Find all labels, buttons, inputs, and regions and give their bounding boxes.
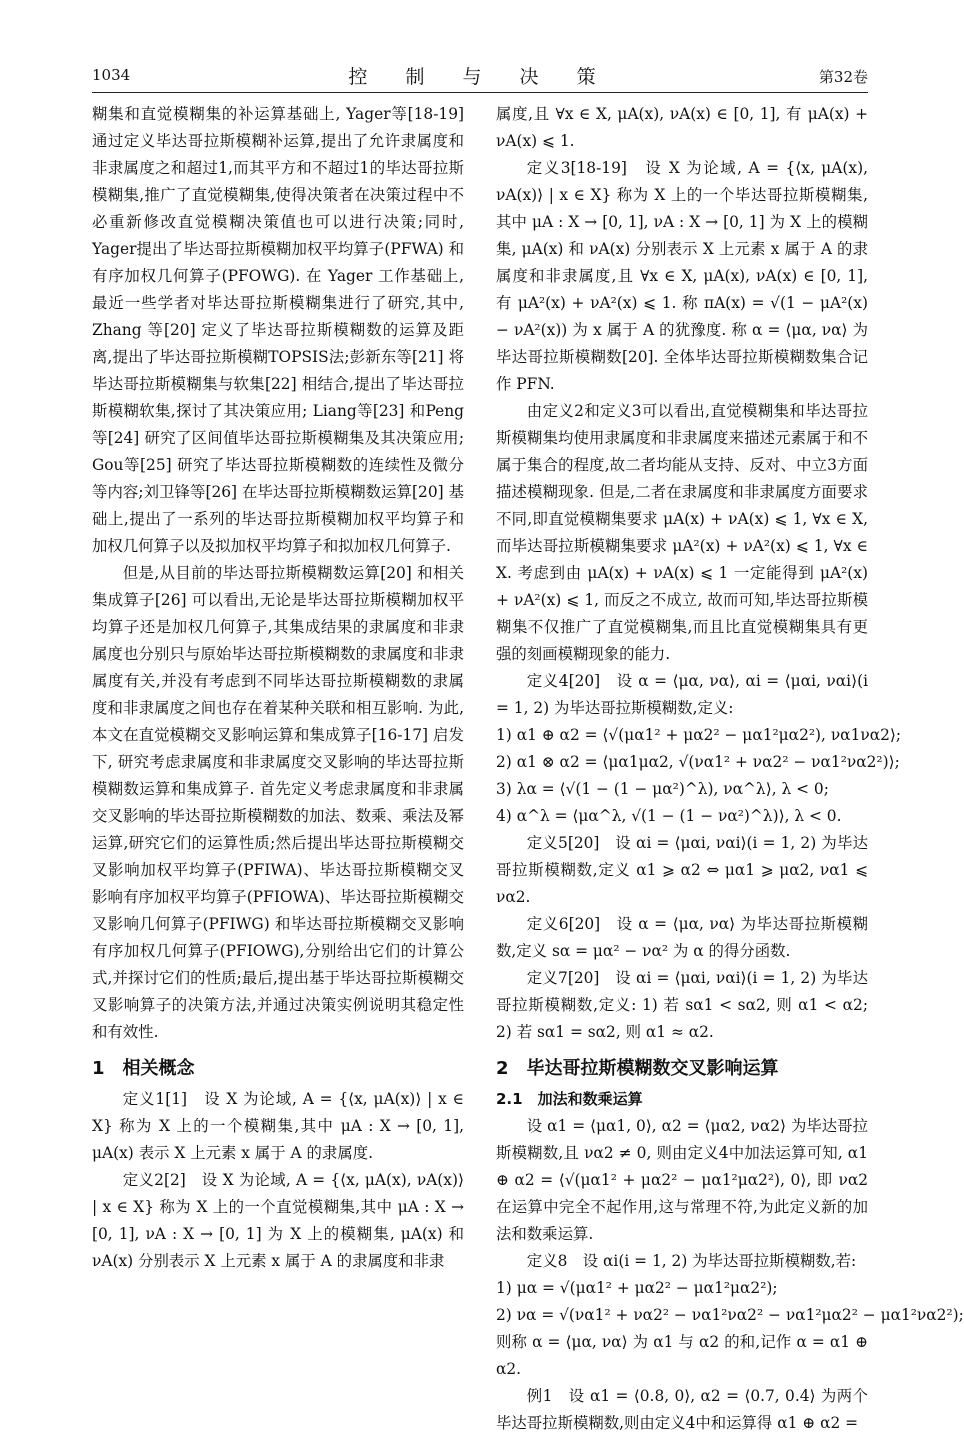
paragraph-def2-continued: 属度,且 ∀x ∈ X, μA(x), νA(x) ∈ [0, 1], 有 μA(x) + νA(x) ⩽ 1. <box>496 105 868 150</box>
paragraph-comparison: 由定义2和定义3可以看出,直觉模糊集和毕达哥拉斯模糊集均使用隶属度和非隶属度来描述元素属于和不属于集合的程度,故二者均能从支持、反对、中立3方面描述模糊现象. 但是,二者在隶属度和非隶属度方面要求不同,即直觉模糊集要求 μA(x) + νA(x) ⩽ 1, ∀x ∈ X, 而毕达哥拉斯模糊集要求 μA²(x) + νA²(x) ⩽ 1, ∀x ∈ X. 考虑到由 μA(x) + νA(x) ⩽ 1 一定能得到 μA²(x) + νA²(x) ⩽ 1, 而反之不成立, 故而可知,毕达哥拉斯模糊集不仅推广了直觉模糊集,而且比直觉模糊集具有更强的刻画模糊现象的能力. <box>496 402 868 663</box>
section-1-title: 1 相关概念 <box>92 1058 195 1079</box>
def4-item-1: 1) α1 ⊕ α2 = ⟨√(μα1² + μα2² − μα1²μα2²), να1να2⟩; <box>496 726 902 744</box>
page-number: 1034 <box>92 66 131 84</box>
page-header <box>92 60 868 90</box>
right-column <box>496 101 964 1437</box>
section-2-title: 2 毕达哥拉斯模糊数交叉影响运算 <box>496 1058 779 1079</box>
volume-label: 第32卷 <box>818 68 868 86</box>
definition-2: 定义2[2] 设 X 为论域, A = {⟨x, μA(x), νA(x)⟩ | x ∈ X} 称为 X 上的一个直觉模糊集,其中 μA : X → [0, 1], νA : X → [0, 1] 为 X 上的模糊集, μA(x) 和 νA(x) 分别表示 X 上元素 x 属于 A 的隶属度和非隶 <box>92 1171 464 1270</box>
definition-8: 定义8 设 αi(i = 1, 2) 为毕达哥拉斯模糊数,若: <box>526 1252 857 1270</box>
header-rule <box>92 92 868 93</box>
left-column <box>92 101 464 1275</box>
def8-item-1: 1) μα = √(μα1² + μα2² − μα1²μα2²); <box>496 1279 778 1297</box>
journal-title: 控 制 与 决 策 <box>348 66 612 88</box>
definition-8-tail: 则称 α = ⟨μα, να⟩ 为 α1 与 α2 的和,记作 α = α1 ⊕ α2. <box>496 1333 868 1378</box>
paragraph-intro-continued: 糊集和直觉模糊集的补运算基础上, Yager等[18-19]通过定义毕达哥拉斯模糊补运算,提出了允许隶属度和非隶属度之和超过1,而其平方和不超过1的毕达哥拉斯模糊集,推广了直觉模糊集,使得决策者在决策过程中不必重新修改直觉模糊决策值也可以进行决策;同时, Yager提出了毕达哥拉斯模糊加权平均算子(PFWA) 和有序加权几何算子(PFOWG). 在 Yager 工作基础上,最近一些学者对毕达哥拉斯模糊集进行了研究,其中, Zhang 等[20] 定义了毕达哥拉斯模糊数的运算及距离,提出了毕达哥拉斯模糊TOPSIS法;彭新东等[21] 将毕达哥拉斯模糊集与软集[22] 相结合,提出了毕达哥拉斯模糊软集,探讨了其决策应用; Liang等[23] 和Peng等[24] 研究了区间值毕达哥拉斯模糊集及其决策应用; Gou等[25] 研究了毕达哥拉斯模糊数的连续性及微分等内容;刘卫锋等[26] 在毕达哥拉斯模糊数运算[20] 基础上,提出了一系列的毕达哥拉斯模糊加权平均算子和加权几何算子以及拟加权平均算子和拟加权几何算子. <box>92 105 464 555</box>
paragraph-motivation: 但是,从目前的毕达哥拉斯模糊数运算[20] 和相关集成算子[26] 可以看出,无论是毕达哥拉斯模糊加权平均算子还是加权几何算子,其集成结果的隶属度和非隶属度也分别只与原始毕达哥拉斯模糊数的隶属度和非隶属度有关,并没有考虑到不同毕达哥拉斯模糊数的隶属度和非隶属度之间也存在着某种关联和相互影响. 为此,本文在直觉模糊交叉影响运算和集成算子[16-17] 启发下, 研究考虑隶属度和非隶属度交叉影响的毕达哥拉斯模糊数运算和集成算子. 首先定义考虑隶属度和非隶属交叉影响的毕达哥拉斯模糊数的加法、数乘、乘法及幂运算,研究它们的运算性质;然后提出毕达哥拉斯模糊交叉影响加权平均算子(PFIWA)、毕达哥拉斯模糊交叉影响有序加权平均算子(PFIOWA)、毕达哥拉斯模糊交叉影响几何算子(PFIWG) 和毕达哥拉斯模糊交叉影响有序加权几何算子(PFIOWG),分别给出它们的计算公式,并探讨它们的性质;最后,提出基于毕达哥拉斯模糊交叉影响算子的决策方法,并通过决策实例说明其稳定性和有效性. <box>92 564 464 1041</box>
definition-4: 定义4[20] 设 α = ⟨μα, να⟩, αi = ⟨μαi, ναi⟩(i = 1, 2) 为毕达哥拉斯模糊数,定义: <box>496 672 868 717</box>
definition-3: 定义3[18-19] 设 X 为论域, A = {⟨x, μA(x), νA(x)⟩ | x ∈ X} 称为 X 上的一个毕达哥拉斯模糊集,其中 μA : X → [0, 1], νA : X → [0, 1] 为 X 上的模糊集, μA(x) 和 νA(x) 分别表示 X 上元素 x 属于 A 的隶属度和非隶属度,且 ∀x ∈ X, μA(x), νA(x) ∈ [0, 1], 有 μA²(x) + νA²(x) ⩽ 1. 称 πA(x) = √(1 − μA²(x) − νA²(x)) 为 x 属于 A 的犹豫度. 称 α = ⟨μα, να⟩ 为毕达哥拉斯模糊数[20]. 全体毕达哥拉斯模糊数集合记作 PFN. <box>496 159 868 393</box>
def4-item-4: 4) α^λ = ⟨μα^λ, √(1 − (1 − να²)^λ)⟩, λ < 0. <box>496 807 842 825</box>
section-2-1-title: 2.1 加法和数乘运算 <box>496 1090 643 1108</box>
def8-item-2: 2) να = √(να1² + να2² − να1²να2² − να1²μα2² − μα1²να2²); <box>496 1306 964 1324</box>
def4-item-3: 3) λα = ⟨√(1 − (1 − μα²)^λ), να^λ⟩, λ < 0; <box>496 780 829 798</box>
definition-6: 定义6[20] 设 α = ⟨μα, να⟩ 为毕达哥拉斯模糊数,定义 sα = μα² − να² 为 α 的得分函数. <box>496 915 868 960</box>
paragraph-2-1: 设 α1 = ⟨μα1, 0⟩, α2 = ⟨μα2, να2⟩ 为毕达哥拉斯模糊数,且 να2 ≠ 0, 则由定义4中加法运算可知, α1 ⊕ α2 = ⟨√(μα1² + μα2² − μα1²μα2²), 0⟩, 即 να2 在运算中完全不起作用,这与常理不符,为此定义新的加法和数乘运算. <box>496 1117 868 1243</box>
definition-7: 定义7[20] 设 αi = ⟨μαi, ναi⟩(i = 1, 2) 为毕达哥拉斯模糊数,定义: 1) 若 sα1 < sα2, 则 α1 < α2; 2) 若 sα1 = sα2, 则 α1 ≈ α2. <box>496 969 868 1041</box>
def4-item-2: 2) α1 ⊗ α2 = ⟨μα1μα2, √(να1² + να2² − να1²να2²)⟩; <box>496 753 900 771</box>
definition-5: 定义5[20] 设 αi = ⟨μαi, ναi⟩(i = 1, 2) 为毕达哥拉斯模糊数,定义 α1 ⩾ α2 ⇔ μα1 ⩾ μα2, να1 ⩽ να2. <box>496 834 868 906</box>
definition-1: 定义1[1] 设 X 为论域, A = {⟨x, μA(x)⟩ | x ∈ X} 称为 X 上的一个模糊集,其中 μA : X → [0, 1], μA(x) 表示 X 上元素 x 属于 A 的隶属度. <box>92 1090 464 1162</box>
example-1: 例1 设 α1 = ⟨0.8, 0⟩, α2 = ⟨0.7, 0.4⟩ 为两个毕达哥拉斯模糊数,则由定义4中和运算得 α1 ⊕ α2 = <box>496 1387 868 1432</box>
